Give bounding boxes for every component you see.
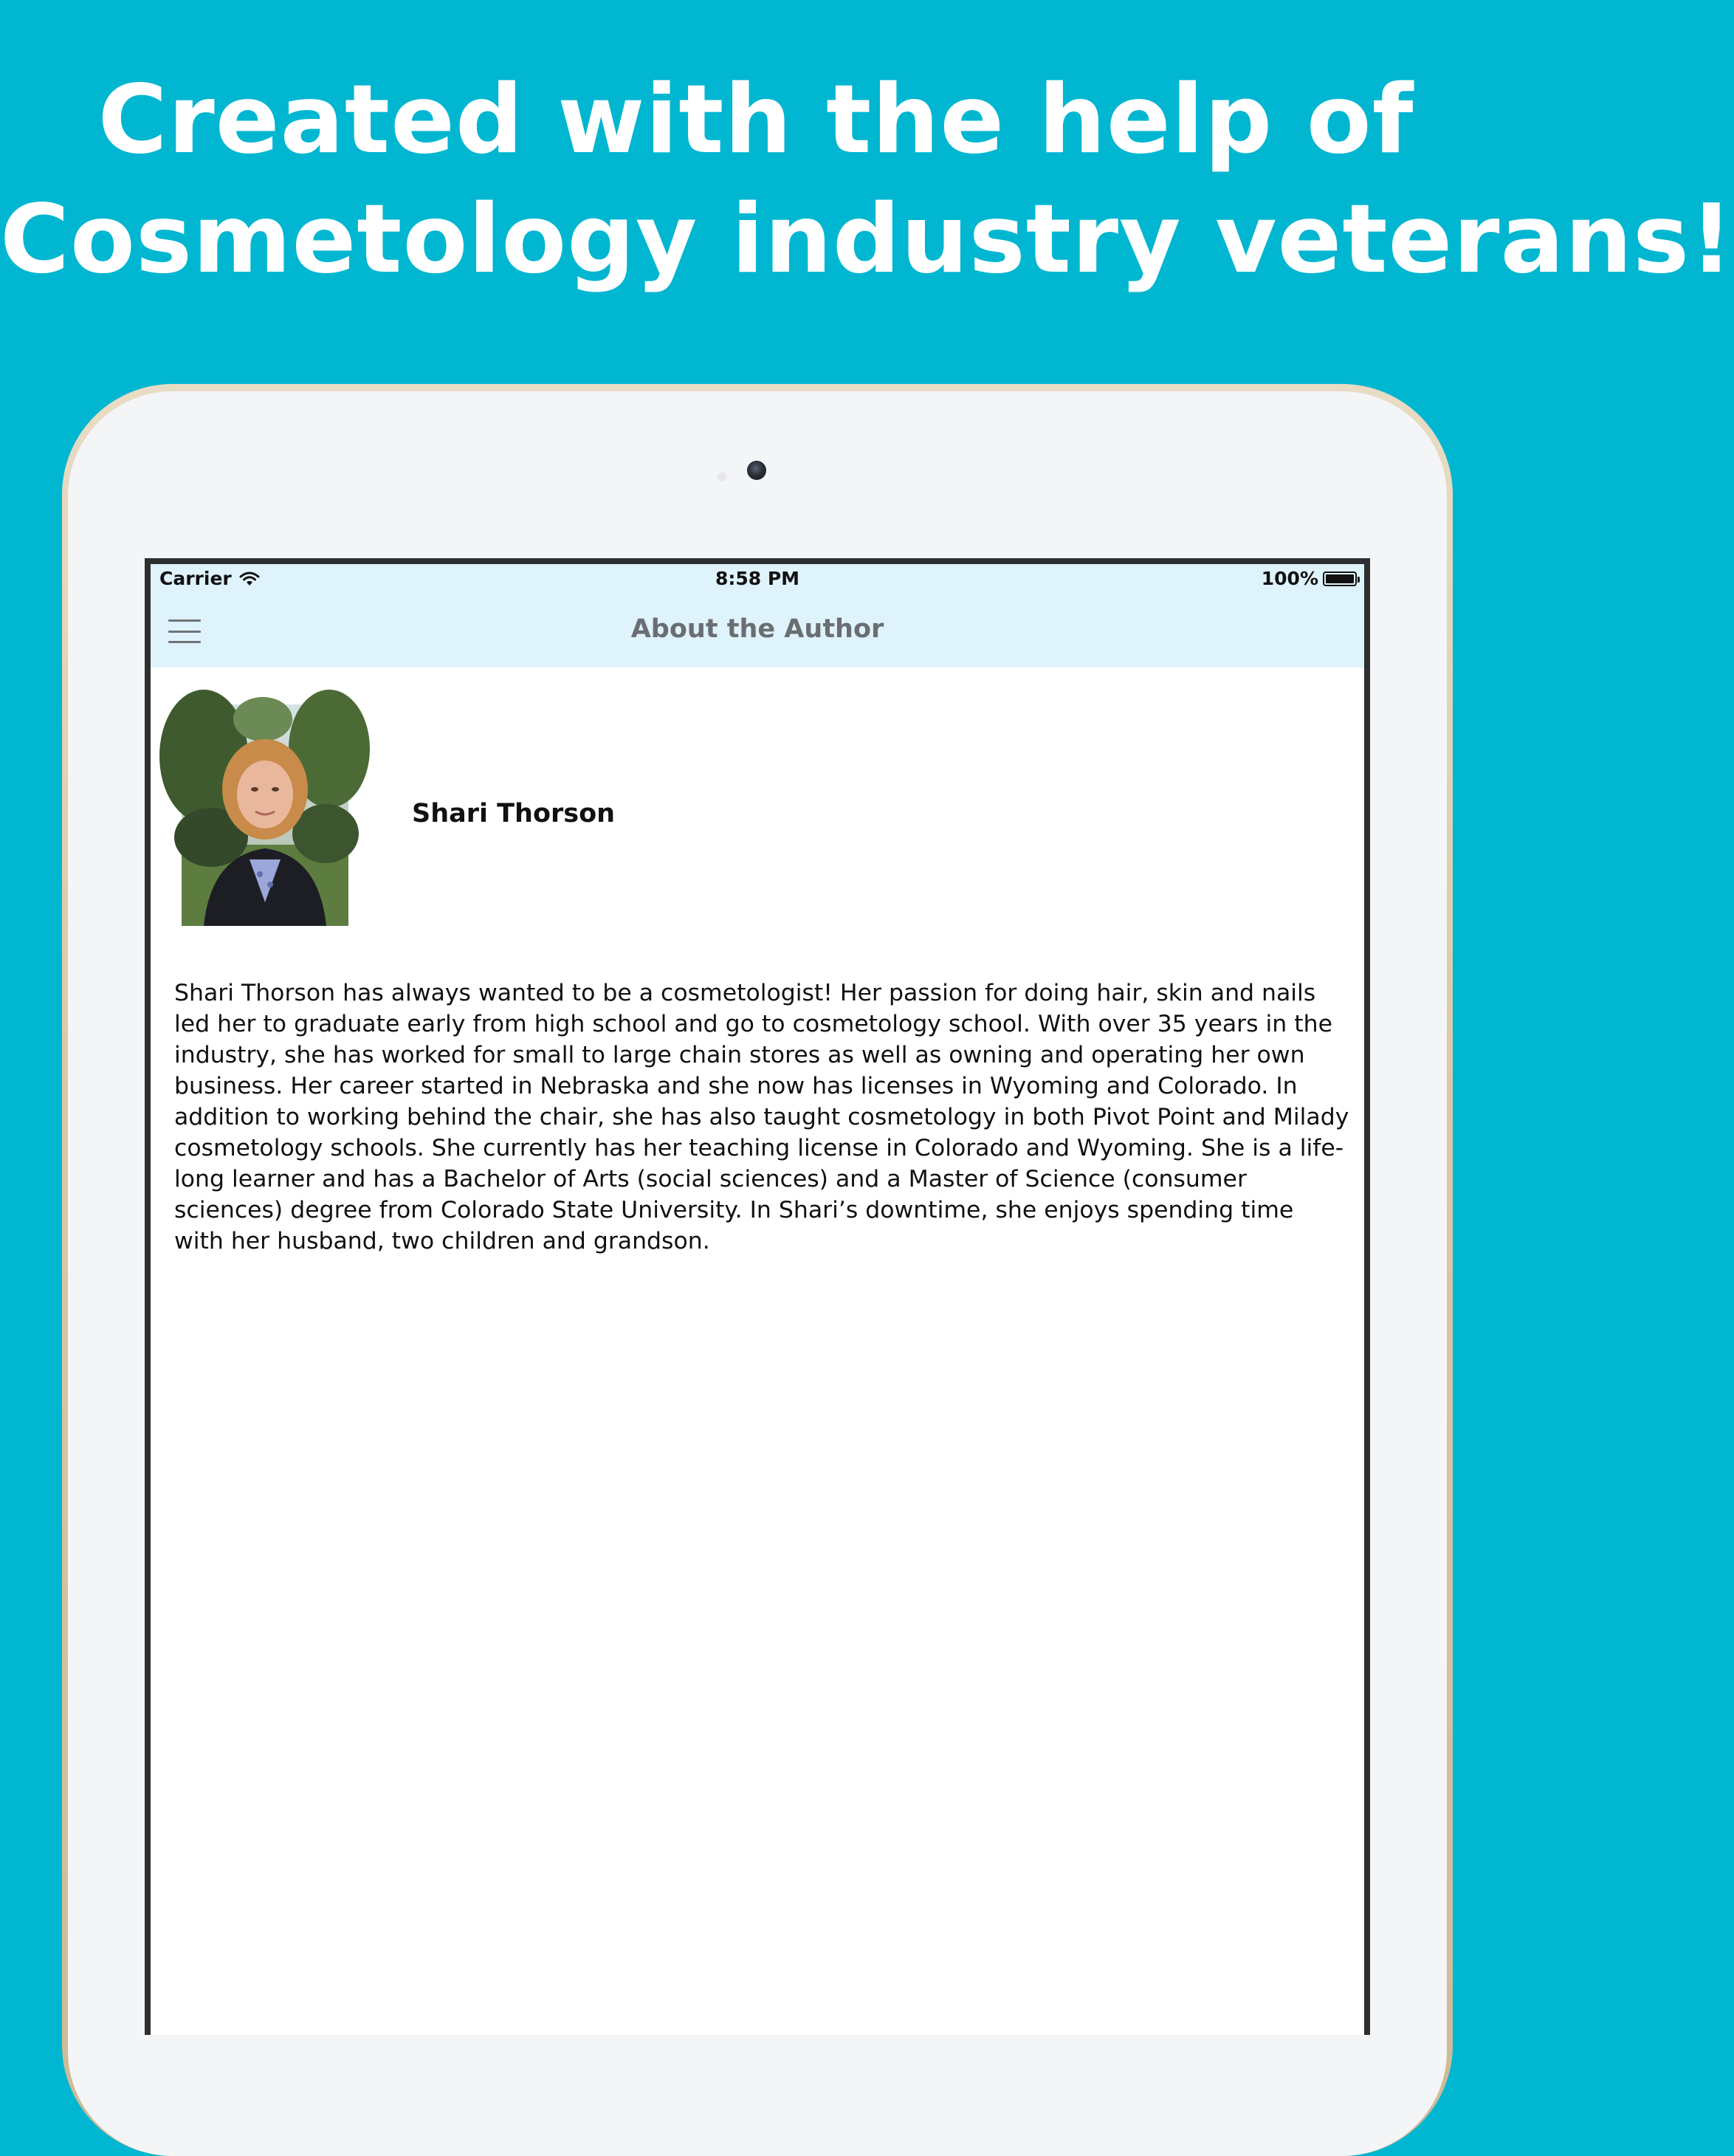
page-title: About the Author xyxy=(630,614,884,644)
status-bar xyxy=(151,564,1364,594)
battery-percent: 100% xyxy=(1261,568,1318,589)
status-time: 8:58 PM xyxy=(715,568,800,589)
marketing-headline xyxy=(0,61,1734,300)
navigation-bar xyxy=(151,594,1364,667)
app-content xyxy=(151,564,1364,2035)
status-battery xyxy=(1262,568,1357,589)
author-photo xyxy=(182,704,348,926)
headline-line-2: Cosmetology industry veterans! xyxy=(0,185,1734,295)
battery-icon xyxy=(1323,571,1357,586)
carrier-label: Carrier xyxy=(159,568,232,589)
author-name: Shari Thorson xyxy=(412,799,616,828)
ambient-sensor xyxy=(718,473,726,481)
battery-fill xyxy=(1326,574,1354,583)
front-camera xyxy=(747,461,766,480)
author-bio: Shari Thorson has always wanted to be a cosmetologist! Her passion for doing hair, skin and nails led her to graduate early from high school and go to cosmetology school. With over 35 years in the industry, she has worked for small to large chain stores as well as owning and operating her own business. Her career started in Nebraska and she now has licenses in Wyoming and Colorado. In addition to working behind the chair, she has also taught cosmetology in both Pivot Point and Milady cosmetology schools. She currently has her teaching license in Colorado and Wyoming. She is a life-long learner and has a Bachelor of Arts (social sciences) and a Master of Science (consumer sciences) degree from Colorado State University. In Shari’s downtime, she enjoys spending time with her husband, two children and grandson. xyxy=(174,980,1349,1254)
device-screen xyxy=(145,558,1370,2035)
headline-line-1: Created with the help of xyxy=(97,65,1414,175)
